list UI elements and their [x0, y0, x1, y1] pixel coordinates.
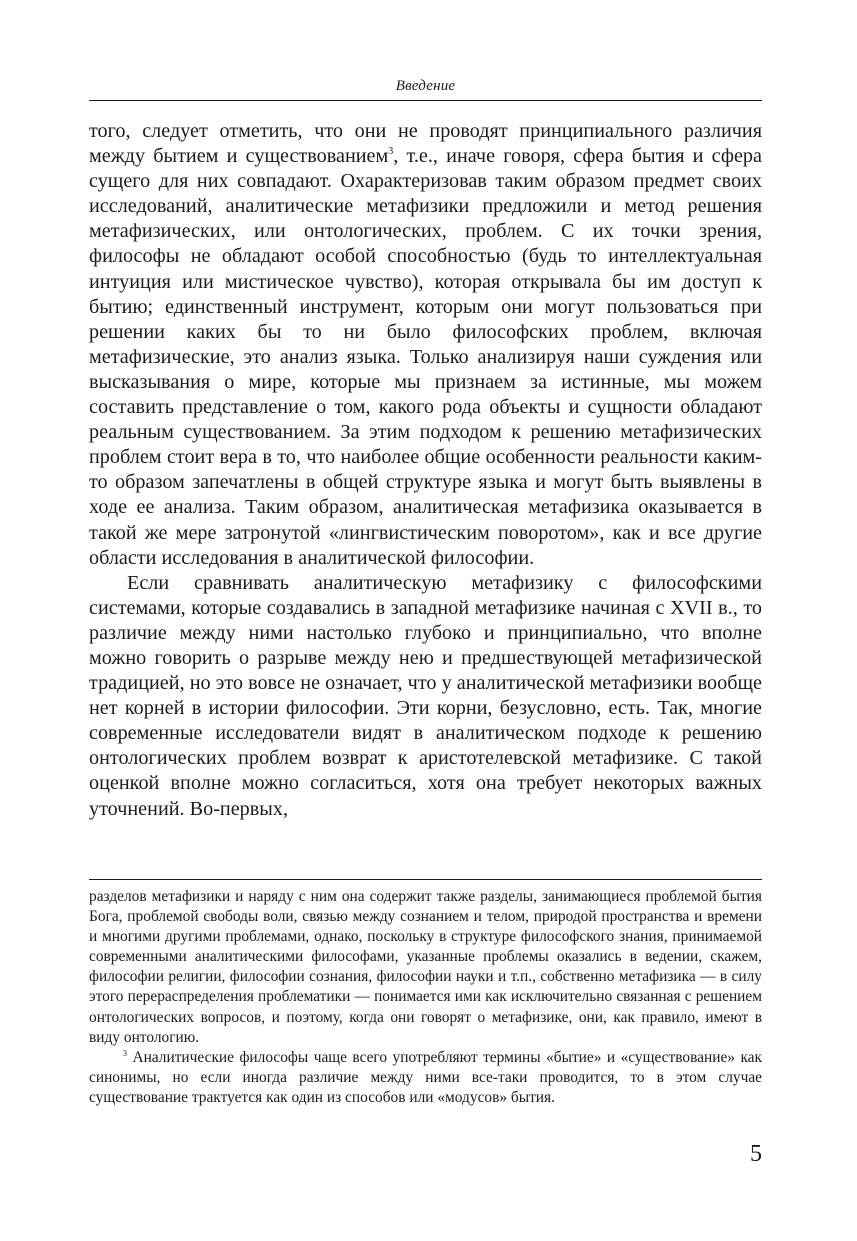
- paragraph-1-part2: , т.е., иначе говоря, сфера бытия и сфера сущего для них совпадают. Охарактеризовав таким образом предмет своих исследований, аналитические метафизики предложили и метод решения метафизических, или онтологических, проблем. С их точки зрения, философы не обладают особой способностью (будь то интеллектуальная интуиция или мистическое чувство), которая открывала бы им доступ к бытию; единственный инструмент, которым они могут пользоваться при решении каких бы то ни было философских проблем, включая метафизические, это анализ языка. Только анализируя наши суждения или высказывания о мире, которые мы признаем за истинные, мы можем составить представление о том, какого рода объекты и сущности обладают реальным существованием. За этим подходом к решению метафизических проблем стоит вера в то, что наиболее общие особенности реальности каким-то образом запечатлены в общей структуре языка и могут быть выявлены в ходе ее анализа. Таким образом, аналитическая метафизика оказывается в такой же мере затронутой «лингвистическим поворотом», как и все другие области исследования в аналитической философии.: [89, 145, 762, 569]
- book-page: [89, 0, 762, 1241]
- footnote-continuation: разделов метафизики и наряду с ним она содержит также разделы, занимающиеся проблемой бытия Бога, проблемой свободы воли, связью между сознанием и телом, природой пространства и времени и многими другими проблемами, однако, поскольку в структуре философского знания, принимаемой современными аналитическими философами, указанные проблемы оказались в ведении, скажем, философии религии, философии сознания, философии науки и т.п., собственно метафизика — в силу этого перераспределения проблематики — понимается ими как исключительно связанная с решением онтологических вопросов, и поэтому, когда они говорят о метафизике, они, как правило, имеют в виду онтологию.: [89, 888, 762, 1046]
- paragraph-1-part1: того, следует отметить, что они не проводят принципиального различия между бытием и существованием: [89, 120, 762, 168]
- footnote-rule: [89, 879, 762, 880]
- main-text: [89, 119, 762, 822]
- footnote-ref-3[interactable]: 3: [388, 146, 394, 158]
- page-number: 5: [750, 1141, 762, 1167]
- footnotes: [89, 887, 762, 1108]
- footnote-3: [89, 1048, 762, 1108]
- paragraph-2: Если сравнивать аналитическую метафизику с философскими системами, которые создавались в западной метафизике начиная с XVII в., то различие между ними настолько глубоко и принципиально, что вполне можно говорить о разрыве между нею и предшествующей метафизической традицией, но это вовсе не означает, что у аналитической метафизики вообще нет корней в истории философии. Эти корни, безусловно, есть. Так, многие современные исследователи видят в аналитическом подходе к решению онтологических проблем возврат к аристотелевской метафизике. С такой оценкой вполне можно согласиться, хотя она требует некоторых важных уточнений. Во-первых,: [89, 571, 762, 820]
- footnote-3-text: Аналитические философы чаще всего употребляют термины «бытие» и «существование» как синонимы, но если иногда различие между ними все-таки проводится, то в этом случае существование трактуется как один из способов или «модусов» бытия.: [89, 1048, 762, 1106]
- header-rule: [89, 100, 762, 101]
- running-title: Введение: [395, 78, 456, 94]
- footnote-3-marker: 3: [123, 1048, 127, 1058]
- paragraph-1: [89, 119, 762, 571]
